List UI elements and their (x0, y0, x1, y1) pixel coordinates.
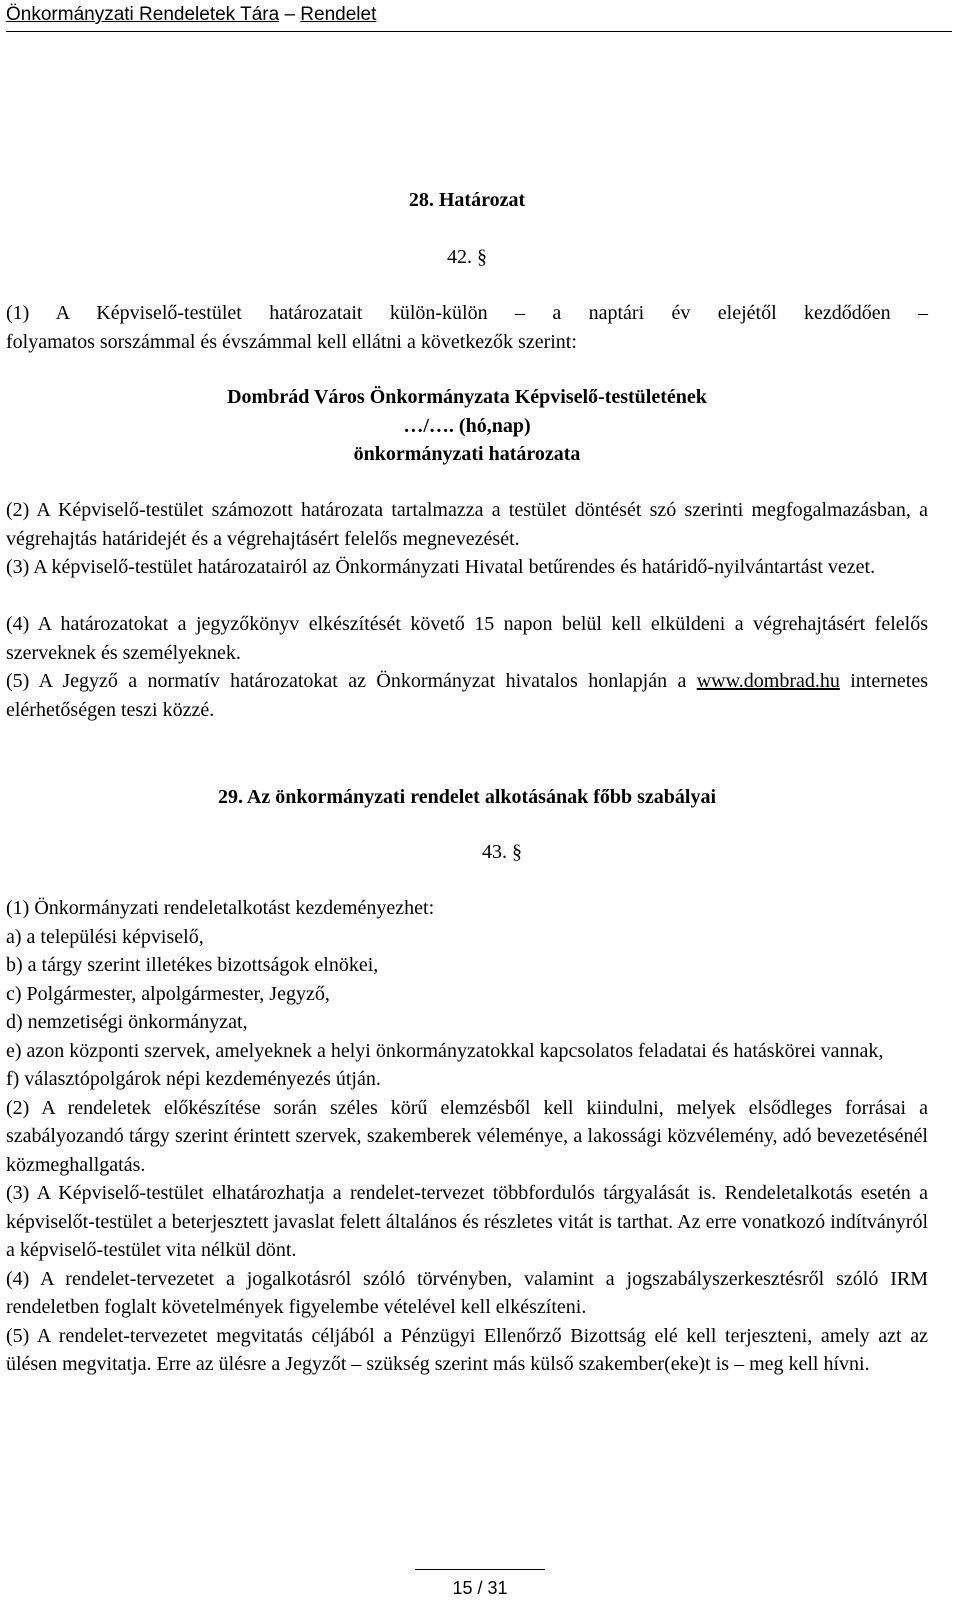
paragraph-2: (2) A rendeletek előkészítése során széles körű elemzésből kell kiindulni, melyek elsődleges forrásai a szabályozandó tárgy szerint érintett szervek, szakemberek véleménye, a lakossági közvélemény, adó bevezetésénél közmeghallgatás. (6, 1096, 928, 1176)
page-footer (0, 1569, 960, 1599)
paragraph-5: (5) A rendelet-tervezetet megvitatás céljából a Pénzügyi Ellenőrző Bizottság elé kell terjeszteni, amely azt az ülésen megvitatja. Erre az ülésre a Jegyzőt – szükség szerint más külső szakember(eke)t is – meg kell hívni. (6, 1324, 928, 1375)
formula-line-3: önkormányzati határozata (353, 443, 581, 465)
section-title: 28. Határozat (408, 189, 526, 211)
page-header (6, 4, 952, 32)
section-title: 29. Az önkormányzati rendelet alkotásának főbb szabályai (218, 786, 716, 808)
paragraph-2: (2) A Képviselő-testület számozott határozata tartalmazza a testület döntését szó szerinti megfogalmazásban, a végrehajtás határidejét és a végrehajtásért felelős megnevezését. (6, 499, 928, 550)
formula-line-2: …/…. (hó,nap) (403, 414, 531, 437)
paragraph-1 (6, 299, 928, 356)
formula-line-1: Dombrád Város Önkormányzata Képviselő-testületének (227, 386, 707, 408)
paragraph-1-line-1: (1) A Képviselő-testület határozatait külön-külön – a naptári év elejétől kezdődően – (6, 302, 928, 324)
list-item: d) nemzetiségi önkormányzat, (6, 1011, 248, 1033)
paragraph-5-text: (5) A Jegyző a normatív határozatokat az Önkormányzat hivatalos honlapján a (6, 670, 697, 692)
paragraph-5-tail: internetes elérhetőségen teszi közzé. (6, 670, 928, 721)
list-item: b) a tárgy szerint illetékes bizottságok elnökei, (6, 954, 379, 976)
page-link[interactable]: Rendelet (300, 4, 377, 25)
paragraph-5 (6, 667, 928, 724)
page-number: 15 / 31 (415, 1569, 545, 1599)
list-item: a) a települési képviselő, (6, 925, 204, 948)
website-link[interactable]: www.dombrad.hu (696, 670, 840, 692)
paragraph-1-line-2: folyamatos sorszámmal és évszámmal kell ellátni a következők szerint: (6, 330, 577, 353)
paragraph-number: 42. § (447, 246, 487, 268)
initiators-list (6, 894, 928, 1379)
paragraph-4: (4) A határozatokat a jegyzőkönyv elkészítését követő 15 napon belül kell elküldeni a végrehajtásért felelős szerveknek és személyeknek. (6, 613, 928, 664)
paragraph-3: (3) A képviselő-testület határozatairól az Önkormányzati Hivatal betűrendes és határidő-nyilvántartást vezet. (6, 556, 876, 578)
paragraph-3: (3) A Képviselő-testület elhatározhatja a rendelet-tervezet többfordulós tárgyalását is. Rendeletalkotás esetén a képviselőt-testület a beterjesztett javaslat felett általános és részletes vitát is tarthat. Az erre vonatkozó indítványról a képviselő-testület vita nélkül dönt. (6, 1182, 928, 1261)
header-separator: – (279, 4, 301, 25)
list-intro: (1) Önkormányzati rendeletalkotást kezdeményezhet: (6, 897, 435, 919)
list-item: f) választópolgárok népi kezdeményezés útján. (6, 1068, 381, 1090)
list-item: c) Polgármester, alpolgármester, Jegyző, (6, 982, 330, 1005)
list-item: e) azon központi szervek, amelyeknek a helyi önkormányzatokkal kapcsolatos feladatai és hatáskörei vannak, (6, 1039, 884, 1062)
site-link[interactable]: Önkormányzati Rendeletek Tára (6, 4, 280, 25)
paragraph-number: 43. § (482, 841, 522, 863)
resolution-formula (6, 383, 928, 469)
paragraph-4: (4) A rendelet-tervezetet a jogalkotásról szóló törvényben, valamint a jogszabályszerkesztésről szóló IRM rendeletben foglalt követelmények figyelembe vételével kell elkészíteni. (6, 1267, 928, 1318)
